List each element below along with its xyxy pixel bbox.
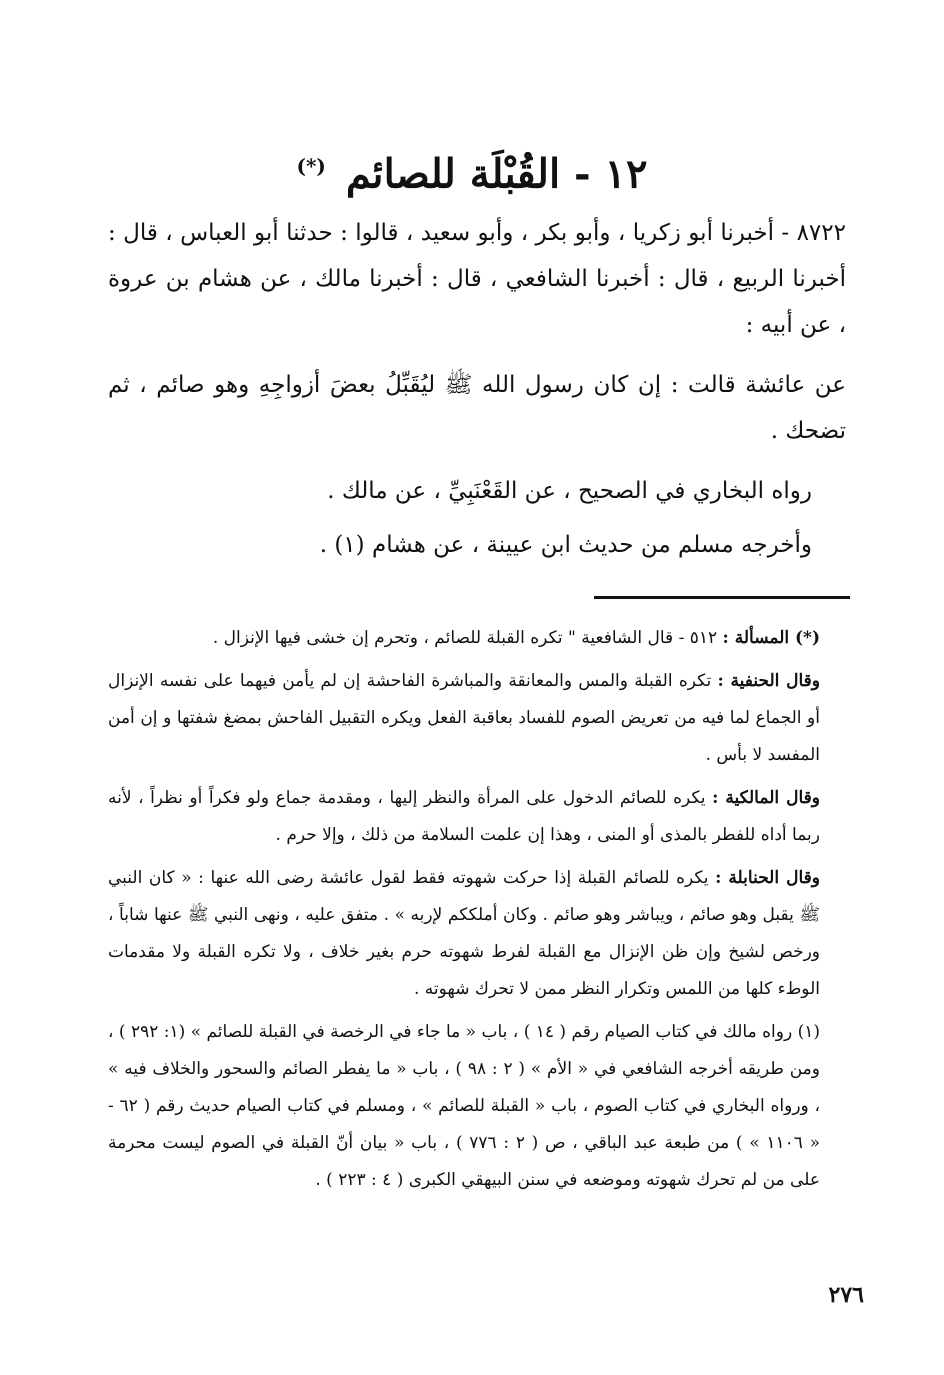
hadith-body	[108, 210, 846, 576]
takhrij-muslim-text: وأخرجه مسلم من حديث ابن عيينة ، عن هشام	[371, 532, 812, 558]
issue-label: (*) المسألة :	[722, 628, 820, 648]
maliki-text: يكره للصائم الدخول على المرأة والنظر إليها ، ومقدمة جماع ولو فكراً أو نظراً ، لأنه ربما أداه للفطر بالمذى أو المنى ، وهذا إن علمت السلامة من ذلك ، وإلا حرم .	[108, 788, 820, 845]
takhrij-muslim-end: .	[319, 532, 335, 558]
footnote-1: (١) رواه مالك في كتاب الصيام رقم ( ١٤ ) ، باب « ما جاء في الرخصة في القبلة للصائم » (١: ٢٩٢ ) ، ومن طريقه أخرجه الشافعي في « الأم » ( ٢ : ٩٨ ) ، باب « ما يفطر الصائم والسحور والخلاف فيه » ، ورواه البخاري في كتاب الصوم ، باب « القبلة للصائم » ، ومسلم في كتاب الصيام حديث رقم ( ٦٢ - « ١١٠٦ » ) من طبعة عبد الباقي ، ص ( ٢ : ٧٧٦ ) ، باب « بيان أنّ القبلة في الصوم ليست محرمة على من لم تحرك شهوته وموضعه في سنن البيهقي الكبرى ( ٤ : ٢٢٣ ) .	[108, 1022, 821, 1190]
footnote-issue	[108, 620, 846, 657]
chapter-footnote-marker: (*)	[296, 154, 326, 178]
footnote-hanbali	[108, 860, 846, 1008]
hanafi-text: تكره القبلة والمس والمعانقة والمباشرة الفاحشة إن لم يأمن فيهما على نفسه الإنزال أو الجماع لما فيه من تعريض الصوم للفساد بعاقبة الفعل ويكره التقبيل الفاحش بمضغ شفتها و إن أمن المفسد لا بأس .	[108, 671, 820, 765]
chapter-title	[100, 138, 844, 202]
maliki-label: وقال المالكية :	[712, 788, 821, 808]
page-number: ٢٧٦	[828, 1282, 864, 1308]
hadith-matn: عن عائشة قالت : إن كان رسول الله ﷺ ليُقَبِّلُ بعضَ أزواجِهِ وهو صائم ، ثم تضحك .	[108, 372, 846, 444]
footnote-maliki	[108, 780, 846, 854]
hadith-isnad: ٨٧٢٢ - أخبرنا أبو زكريا ، وأبو بكر ، وأبو سعيد ، قالوا : حدثنا أبو العباس ، قال : أخبرنا الربيع ، قال : أخبرنا الشافعي ، قال : أخبرنا مالك ، عن هشام بن عروة ، عن أبيه :	[108, 220, 846, 338]
footnote-hanafi	[108, 663, 846, 774]
takhrij-muslim-footnote-ref: (١)	[334, 532, 365, 558]
hadith-takhrij-bukhari: رواه البخاري في الصحيح ، عن القَعْنَبِيِّ ، عن مالك .	[327, 478, 812, 504]
issue-text: ٥١٢ - قال الشافعية " تكره القبلة للصائم ، وتحرم إن خشى فيها الإنزال .	[212, 628, 718, 648]
hadith-takhrij-muslim	[108, 522, 846, 568]
hanbali-label: وقال الحنابلة :	[715, 868, 821, 888]
chapter-title-text: ١٢ - القُبْلَة للصائم	[345, 150, 648, 198]
footnotes	[108, 620, 846, 1205]
hanbali-text: يكره للصائم القبلة إذا حركت شهوته فقط لقول عائشة رضى الله عنها : « كان النبي ﷺ يقبل وهو صائم ، ويباشر وهو صائم . وكان أملككم لإربه » . متفق عليه ، ونهى النبي ﷺ عنها شاباً ، ورخص لشيخ وإن ظن الإنزال مع القبلة لفرط شهوته حرم بغير خلاف ، ولا تكره القبلة ولا مقدمات الوطء كلها من اللمس وتكرار النظر ممن لا تحرك شهوته .	[108, 868, 820, 999]
hanafi-label: وقال الحنفية :	[717, 671, 820, 691]
footnote-divider	[594, 596, 850, 599]
